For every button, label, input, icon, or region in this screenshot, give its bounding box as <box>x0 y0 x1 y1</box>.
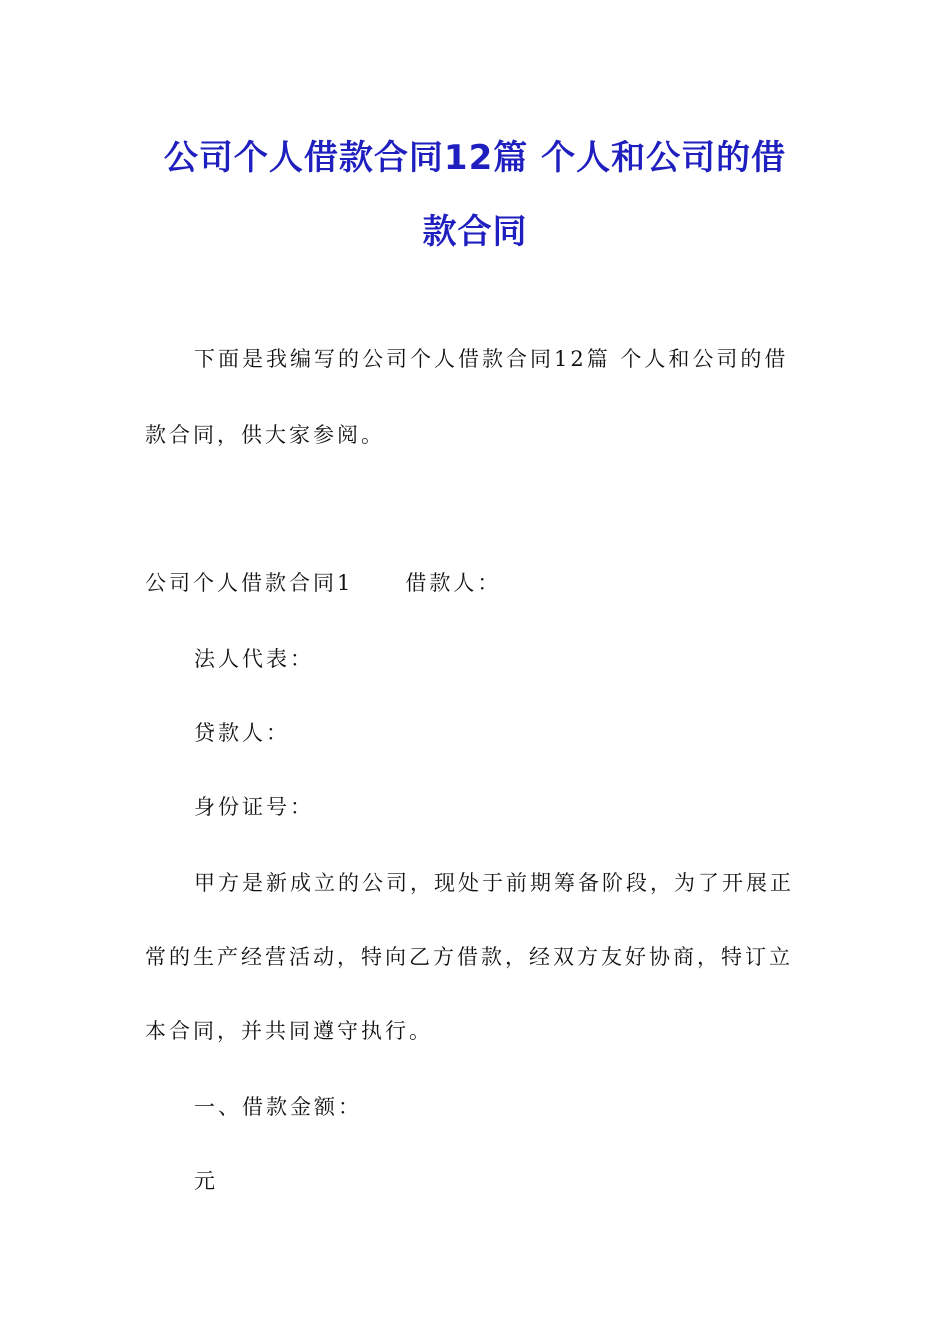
clause-1-value: 元 <box>194 1169 218 1193</box>
body-paragraph-line-1: 甲方是新成立的公司，现处于前期筹备阶段，为了开展正 <box>194 871 794 895</box>
id-number-label: 身份证号： <box>194 795 314 819</box>
borrower-label: 借款人： <box>405 571 502 595</box>
section-heading-row <box>145 568 501 598</box>
legal-rep-label: 法人代表： <box>194 647 314 671</box>
document-title-line-1: 公司个人借款合同12篇 个人和公司的借 <box>163 138 787 178</box>
lender-label: 贷款人： <box>194 721 290 745</box>
section-heading: 公司个人借款合同1 <box>145 571 354 595</box>
clause-1-heading: 一、借款金额： <box>194 1095 362 1119</box>
body-paragraph-line-2: 常的生产经营活动，特向乙方借款，经双方友好协商，特订立 <box>145 945 793 969</box>
body-paragraph-line-3: 本合同，并共同遵守执行。 <box>145 1019 433 1043</box>
intro-paragraph-line-2: 款合同，供大家参阅。 <box>145 423 385 447</box>
intro-paragraph-line-1: 下面是我编写的公司个人借款合同12篇 个人和公司的借 <box>194 347 789 371</box>
document-title-line-2: 款合同 <box>422 212 528 252</box>
